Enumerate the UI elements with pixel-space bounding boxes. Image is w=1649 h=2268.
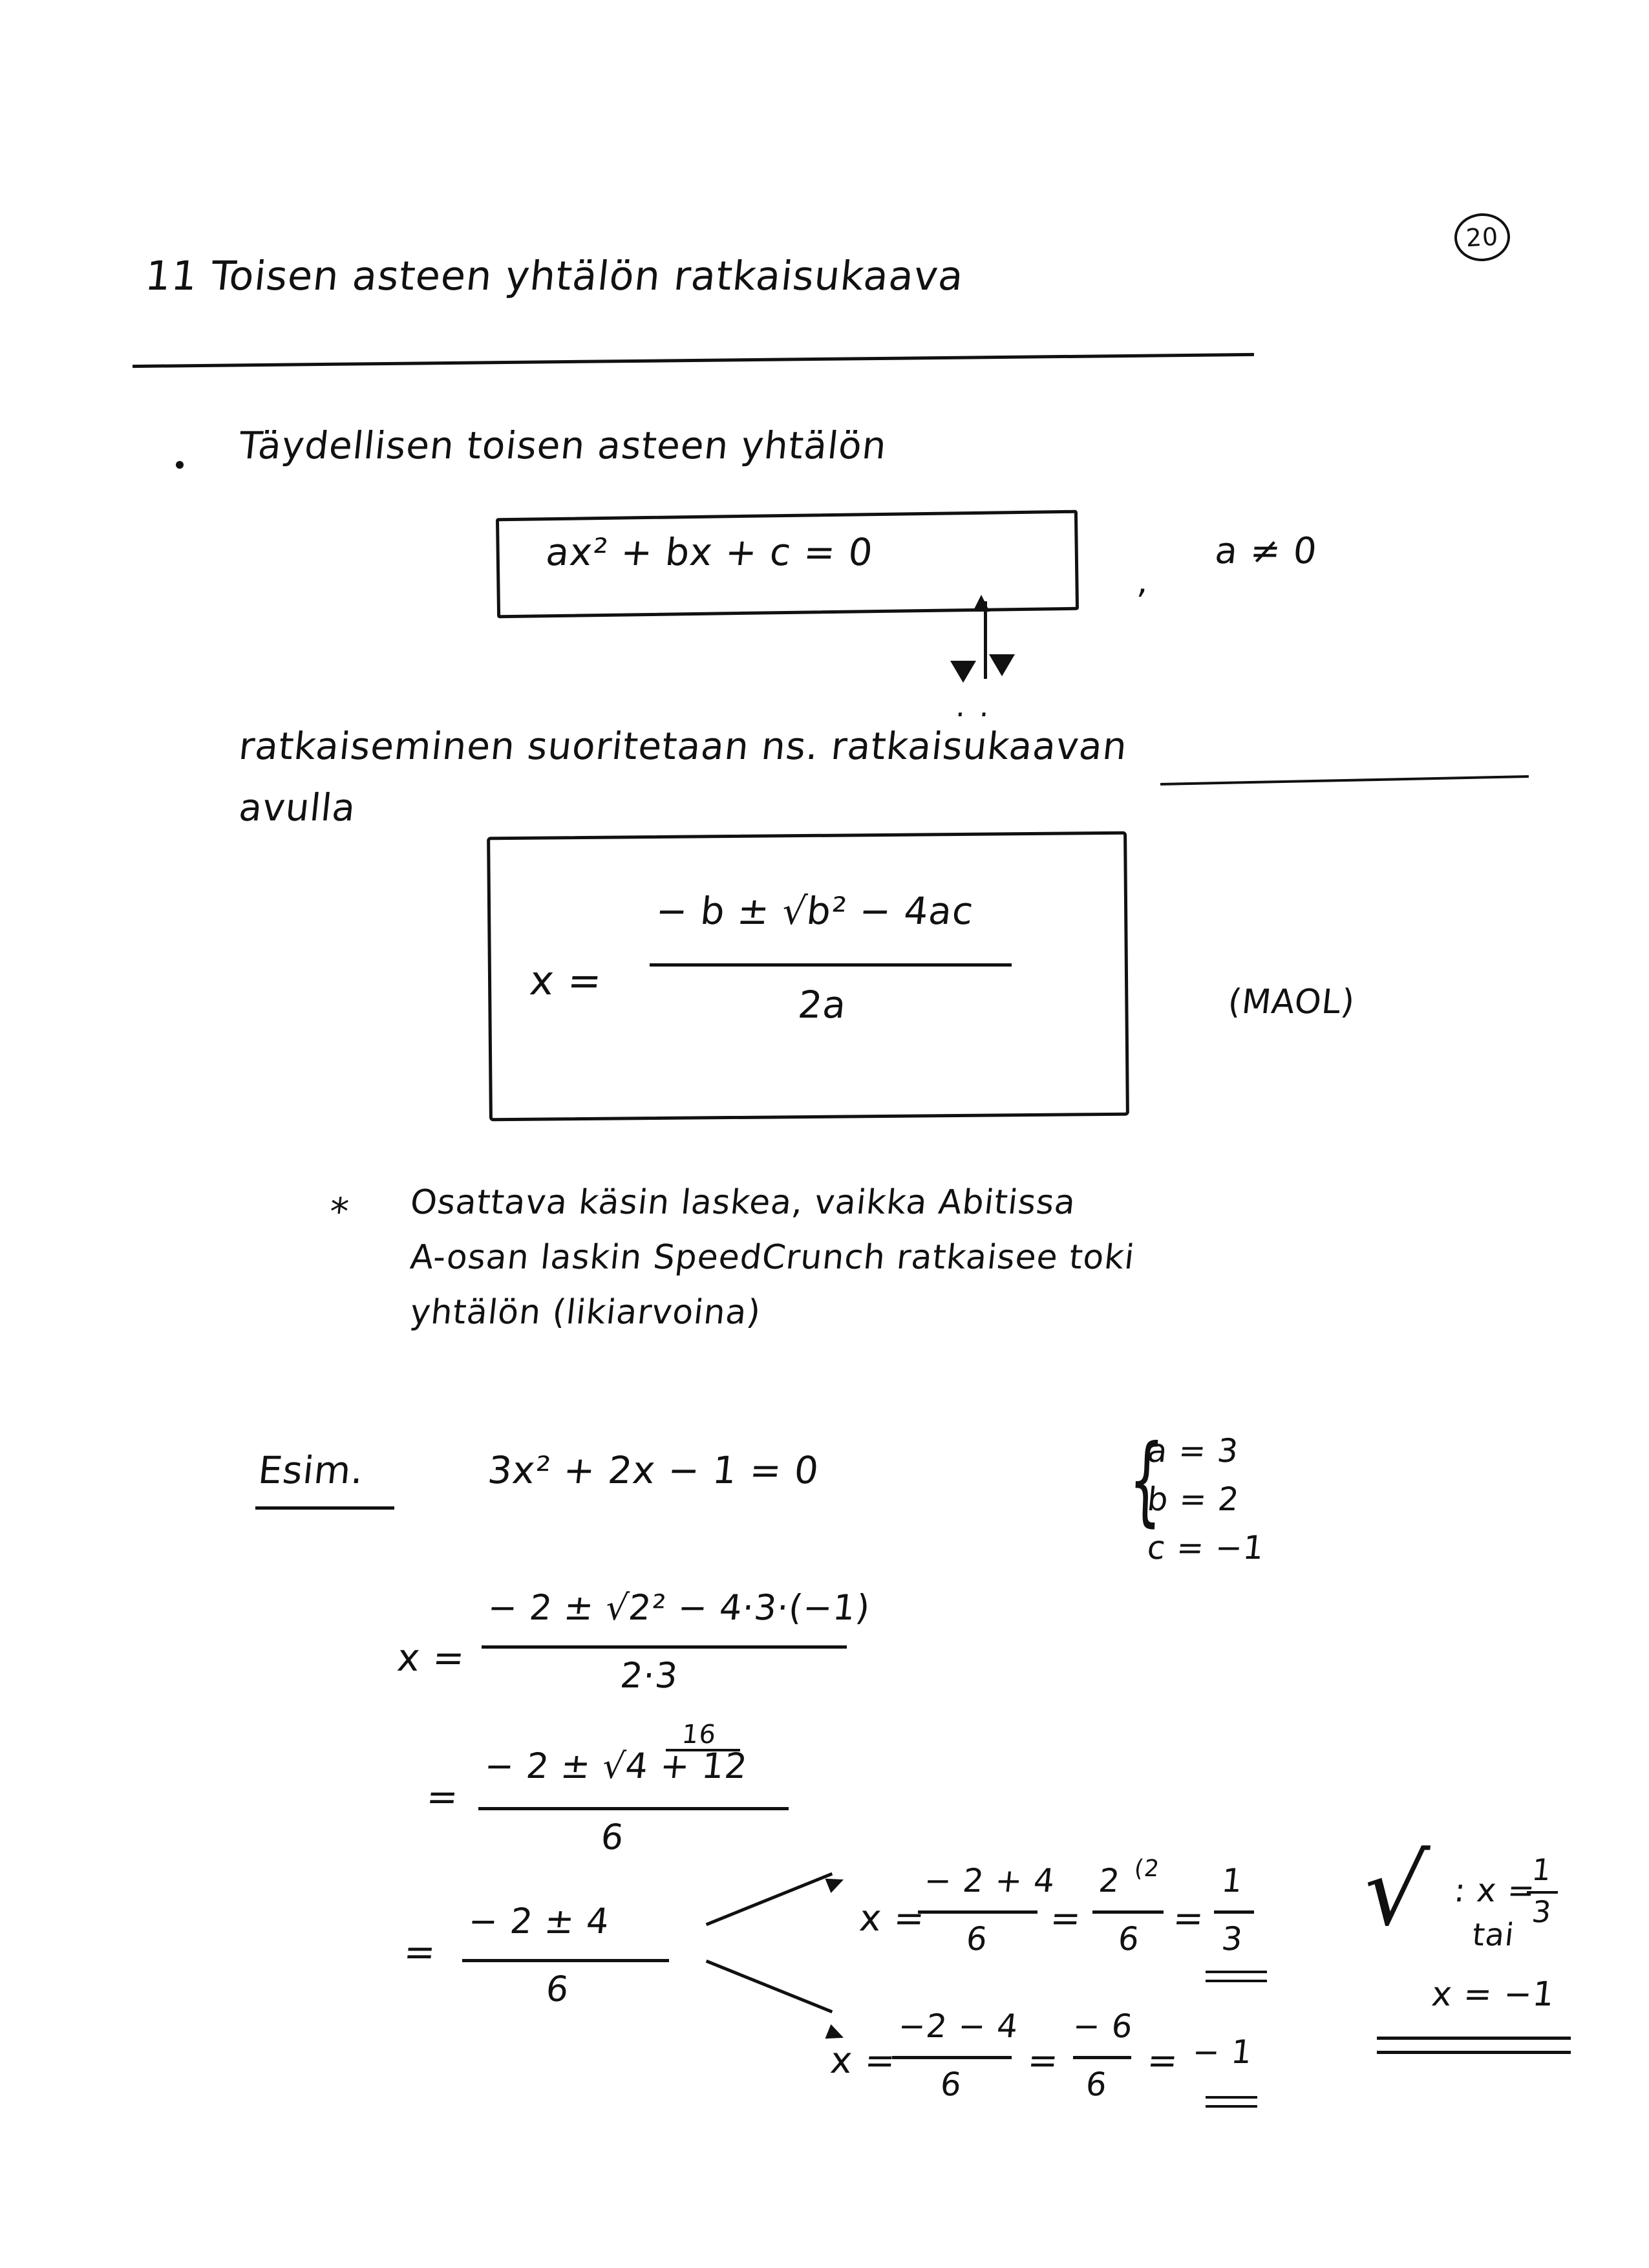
step3-equals: = bbox=[401, 1930, 439, 1974]
answer-double-underline-2 bbox=[1377, 2051, 1571, 2054]
step2-denominator: 6 bbox=[599, 1817, 626, 1857]
answer-double-underline-1 bbox=[1377, 2037, 1571, 2040]
step3-numerator: − 2 ± 4 bbox=[466, 1901, 612, 1942]
equation-condition: a ≠ 0 bbox=[1213, 530, 1319, 572]
example-equation: 3x² + 2x − 1 = 0 bbox=[485, 1448, 822, 1492]
note-line-3: yhtälön (likiarvoina) bbox=[408, 1293, 763, 1332]
root2-equals-2: = bbox=[1145, 2040, 1181, 2082]
root2-value: − 1 bbox=[1190, 2033, 1255, 2071]
root1-numerator: − 2 + 4 bbox=[922, 1862, 1058, 1899]
root2-simplified-denominator: 6 bbox=[1083, 2066, 1109, 2103]
annotation-arrow-down-icon-1 bbox=[950, 661, 976, 683]
step1-lhs: x = bbox=[395, 1636, 467, 1680]
root1-simplified-denominator: 6 bbox=[1116, 1920, 1142, 1958]
root2-simplified-fraction-bar bbox=[1073, 2056, 1131, 2059]
note-star-icon: * bbox=[327, 1190, 352, 1234]
bullet-text: Täydellisen toisen asteen yhtälön bbox=[237, 423, 889, 467]
root2-lhs: x = bbox=[828, 2040, 899, 2082]
solving-line-1: ratkaiseminen suoritetaan ns. ratkaisukaavan bbox=[237, 724, 1130, 768]
annotation-arrow-head-icon bbox=[973, 595, 990, 612]
root1-reduction-note: (2 bbox=[1133, 1856, 1162, 1882]
step2-fraction-bar bbox=[478, 1807, 789, 1810]
root1-fraction-bar bbox=[918, 1910, 1037, 1914]
root1-denominator: 6 bbox=[964, 1920, 990, 1958]
root2-fraction-bar bbox=[892, 2056, 1012, 2059]
solving-line-2: avulla bbox=[237, 786, 358, 829]
step3-fraction-bar bbox=[462, 1959, 669, 1962]
general-equation: ax² + bx + c = 0 bbox=[544, 530, 876, 574]
branch-arrow-down-line bbox=[706, 1960, 833, 2013]
coefficient-brace-icon: { bbox=[1127, 1424, 1166, 1537]
answer-root1-numerator: 1 bbox=[1530, 1852, 1554, 1887]
coefficient-b: b = 2 bbox=[1145, 1481, 1242, 1518]
root1-lhs: x = bbox=[857, 1898, 928, 1940]
annotation-arrow-stem bbox=[984, 601, 987, 679]
note-line-2: A-osan laskin SpeedCrunch ratkaisee toki bbox=[408, 1238, 1137, 1277]
step1-numerator: − 2 ± √2² − 4·3·(−1) bbox=[485, 1587, 873, 1628]
answer-root2: x = −1 bbox=[1429, 1975, 1557, 2014]
formula-lhs: x = bbox=[527, 957, 605, 1004]
bullet-dot-icon bbox=[176, 461, 184, 469]
example-label: Esim. bbox=[256, 1448, 367, 1492]
step2-equals: = bbox=[424, 1775, 462, 1819]
step1-denominator: 2·3 bbox=[618, 1655, 681, 1696]
root2-simplified-numerator: − 6 bbox=[1070, 2007, 1135, 2045]
formula-source-label: (MAOL) bbox=[1226, 983, 1357, 1022]
root1-simplified-numerator: 2 bbox=[1096, 1862, 1122, 1899]
root2-double-underline-2 bbox=[1206, 2105, 1257, 2108]
root1-equals-2: = bbox=[1171, 1898, 1207, 1940]
root1-double-underline-1 bbox=[1206, 1971, 1267, 1973]
root2-equals-1: = bbox=[1025, 2040, 1061, 2082]
page-title: 11 Toisen asteen yhtälön ratkaisukaava bbox=[143, 252, 966, 299]
answer-root1-denominator: 3 bbox=[1530, 1894, 1554, 1929]
root1-final-denominator: 3 bbox=[1219, 1920, 1245, 1958]
formula-fraction-bar bbox=[650, 963, 1012, 967]
formula-numerator: − b ± √b² − 4ac bbox=[654, 889, 976, 933]
equation-comma: , bbox=[1135, 562, 1151, 601]
step3-denominator: 6 bbox=[544, 1969, 571, 2009]
annotation-dots-icon: ·· bbox=[953, 697, 1005, 732]
step2-numerator: − 2 ± √4 + 12 bbox=[482, 1746, 750, 1786]
title-underline bbox=[133, 353, 1254, 368]
root1-final-numerator: 1 bbox=[1219, 1862, 1245, 1899]
step2-annotation: 16 bbox=[680, 1720, 718, 1749]
example-label-underline bbox=[255, 1506, 394, 1510]
root1-double-underline-2 bbox=[1206, 1980, 1267, 1982]
root1-simplified-fraction-bar bbox=[1092, 1910, 1164, 1914]
root1-equals-1: = bbox=[1048, 1898, 1084, 1940]
annotation-arrow-down-icon-2 bbox=[989, 654, 1015, 676]
answer-check-icon: √ bbox=[1357, 1835, 1432, 1947]
coefficient-c: c = −1 bbox=[1145, 1529, 1266, 1567]
formula-denominator: 2a bbox=[796, 983, 849, 1027]
keyword-underline bbox=[1160, 775, 1529, 786]
branch-arrow-up-line bbox=[706, 1872, 833, 1926]
root1-final-fraction-bar bbox=[1214, 1910, 1254, 1914]
answer-root1-fraction-bar bbox=[1527, 1891, 1558, 1894]
step1-fraction-bar bbox=[482, 1645, 847, 1649]
note-line-1: Osattava käsin laskea, vaikka Abitissa bbox=[408, 1183, 1078, 1222]
answer-or-label: tai bbox=[1471, 1917, 1516, 1953]
root2-double-underline-1 bbox=[1206, 2096, 1257, 2099]
page-number-badge: 20 bbox=[1453, 212, 1511, 262]
root2-numerator: −2 − 4 bbox=[896, 2007, 1021, 2045]
coefficient-a: a = 3 bbox=[1145, 1432, 1241, 1470]
root2-denominator: 6 bbox=[938, 2066, 964, 2103]
answer-root1-label: : x = bbox=[1452, 1872, 1538, 1909]
